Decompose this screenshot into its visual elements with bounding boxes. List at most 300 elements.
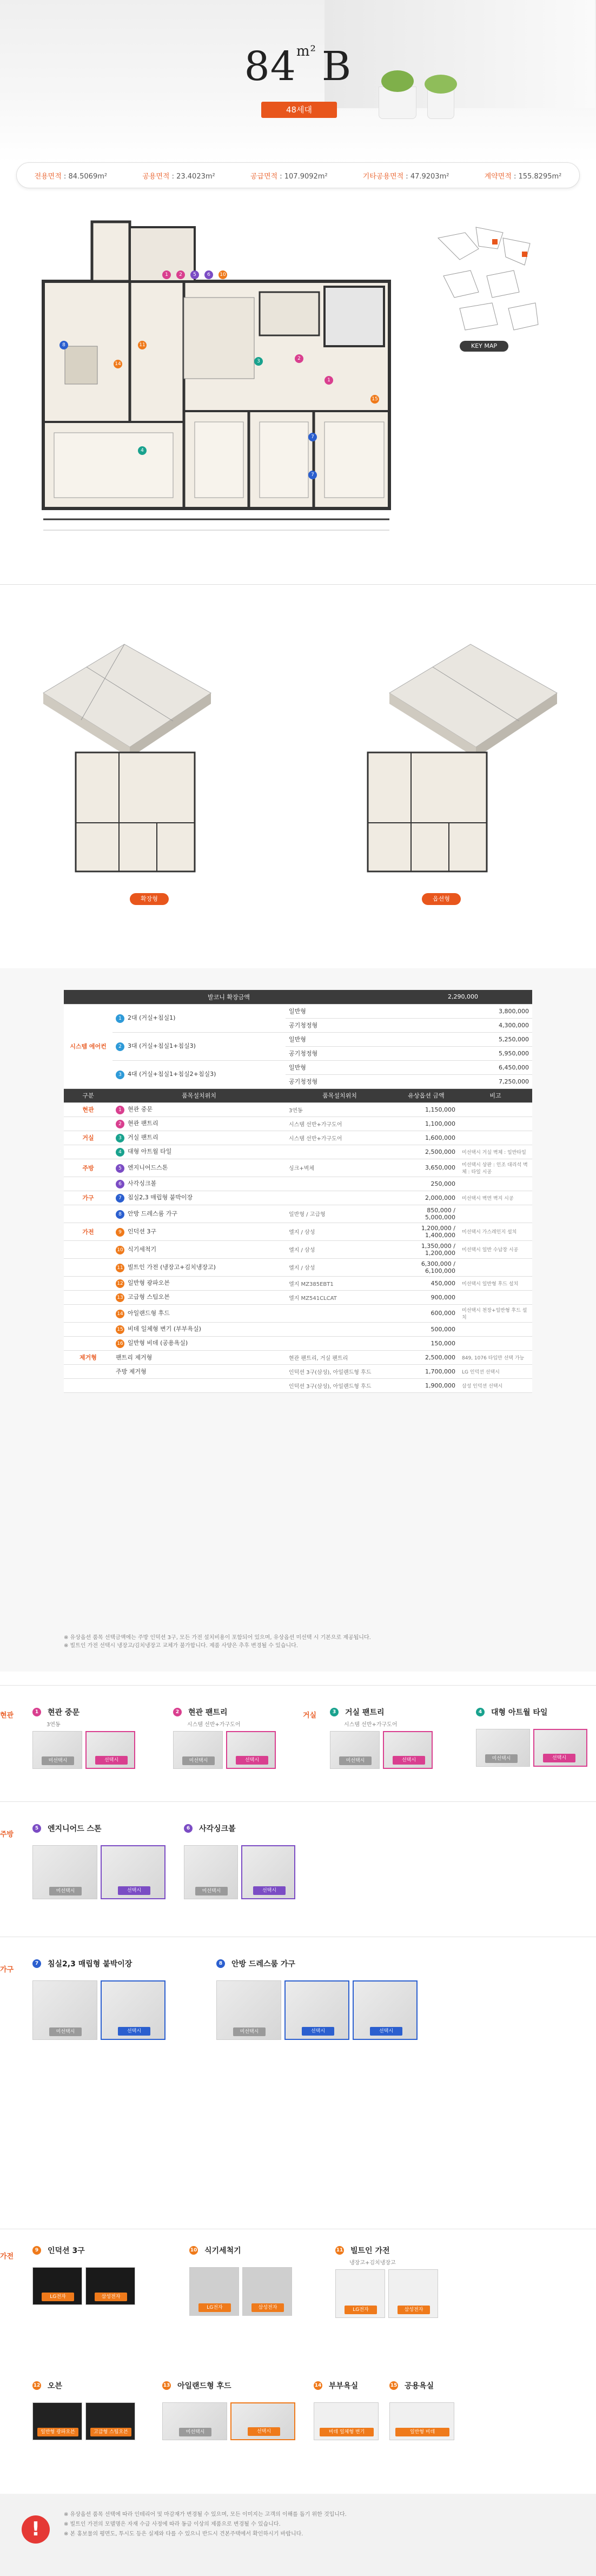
row-number: 13 — [116, 1293, 124, 1302]
ac-row — [64, 1060, 532, 1074]
option-number: 7 — [32, 1959, 41, 1968]
row-location — [286, 1191, 394, 1205]
ac-price: 3,800,000 — [394, 1004, 532, 1018]
row-item — [112, 1276, 286, 1290]
section-label-entry: 현관 — [0, 1712, 14, 1720]
row-price: 1,100,000 — [394, 1117, 459, 1131]
row-category — [64, 1240, 112, 1258]
option-sub — [176, 2393, 295, 2399]
option-photo-base — [32, 1845, 97, 1899]
row-item-label: 인덕션 3구 — [128, 1227, 156, 1235]
option-photo — [242, 2267, 292, 2316]
key-map — [427, 216, 541, 341]
marker: 1 — [325, 376, 333, 385]
small-plan-render — [65, 742, 260, 915]
option-number: 4 — [476, 1708, 485, 1716]
bidet-tag: 비데 일체형 변기 — [320, 2428, 374, 2436]
option-sub — [403, 2393, 454, 2399]
row-note — [459, 1102, 532, 1117]
row-location: 엘지 / 삼성 — [286, 1240, 394, 1258]
row-item-label: 안방 드레스룸 가구 — [128, 1210, 178, 1217]
option-number: 14 — [314, 2381, 322, 2390]
row-item-label: 빌트인 가전 (냉장고+김치냉장고) — [128, 1263, 216, 1271]
row-item — [112, 1364, 286, 1378]
tag-selected: 선택시 — [302, 2027, 334, 2036]
isometric-section — [0, 584, 596, 963]
row-item-label: 엔지니어드스톤 — [128, 1164, 168, 1171]
row-category: 거실 — [64, 1131, 112, 1145]
row-item — [112, 1350, 286, 1364]
option-sub — [47, 1836, 165, 1842]
option-row — [64, 1290, 532, 1304]
option-row — [64, 1336, 532, 1350]
option-photo-selected — [353, 1980, 418, 2040]
option-title: 빌트인 가전 — [350, 2247, 390, 2255]
option-card — [32, 1707, 135, 1769]
tag-selected: 선택시 — [248, 2427, 280, 2436]
marker: 7 — [308, 433, 317, 441]
row-note: 삼성 인덕션 선택시 — [459, 1378, 532, 1392]
option-card — [162, 2380, 295, 2440]
tag-base: 미선택시 — [42, 1756, 74, 1765]
tag-selected: 선택시 — [118, 2027, 150, 2036]
option-title: 아일랜드형 후드 — [177, 2382, 231, 2390]
option-photo-base — [476, 1729, 530, 1767]
row-location: 현관 팬트리, 거실 팬트리 — [286, 1350, 394, 1364]
option-number: 3 — [330, 1708, 339, 1716]
row-number: 7 — [116, 1194, 124, 1203]
ac-type: 공기청정형 — [286, 1018, 394, 1032]
ac-price: 5,250,000 — [394, 1032, 532, 1046]
option-sub: 시스템 선반+가구도어 — [344, 1722, 398, 1728]
ac-category: 시스템 에어컨 — [64, 1004, 112, 1088]
option-sub — [490, 1720, 587, 1726]
option-title: 현관 중문 — [48, 1708, 80, 1717]
option-row — [64, 1145, 532, 1159]
row-note — [459, 1117, 532, 1131]
row-price: 3,650,000 — [394, 1159, 459, 1177]
row-item-label: 아일랜드형 후드 — [128, 1309, 170, 1317]
row-note — [459, 1336, 532, 1350]
row-location: 엘지 MZ541CLCAT — [286, 1290, 394, 1304]
option-photo-base — [330, 1731, 380, 1769]
tag-selected: 선택시 — [370, 2027, 402, 2036]
tag-base: 미선택시 — [485, 1754, 518, 1763]
row-location — [286, 1304, 394, 1322]
row-location — [286, 1145, 394, 1159]
table-note: ※ 유상옵션 품목 선택금액에는 주방 인덕션 3구, 모든 가전 설치비용이 포함되어 있으며, 유상옵션 미선택 시 기본으로 제공됩니다. — [64, 1635, 371, 1641]
option-photo-selected — [101, 1980, 165, 2040]
option-title: 거실 팬트리 — [345, 1708, 385, 1717]
option-number: 5 — [32, 1824, 41, 1833]
option-title: 대형 아트월 타일 — [491, 1708, 548, 1717]
row-note — [459, 1131, 532, 1145]
option-row — [64, 1191, 532, 1205]
option-number: 10 — [189, 2246, 198, 2255]
option-row — [64, 1364, 532, 1378]
row-number: 2 — [116, 1120, 124, 1128]
ac-room-label: 4대 (거실+침실1+침실2+침실3) — [128, 1071, 216, 1078]
row-number: 16 — [116, 1339, 124, 1348]
row-category — [64, 1378, 112, 1392]
row-location — [286, 1336, 394, 1350]
ac-type: 일반형 — [286, 1032, 394, 1046]
row-number: 5 — [116, 1164, 124, 1173]
row-item-label: 침실2,3 매립형 붙박이장 — [128, 1194, 193, 1201]
option-row — [64, 1240, 532, 1258]
row-category — [64, 1322, 112, 1336]
option-title: 부부욕실 — [329, 2382, 359, 2390]
row-price: 1,150,000 — [394, 1102, 459, 1117]
row-category — [64, 1364, 112, 1378]
ac-type: 일반형 — [286, 1060, 394, 1074]
tag-selected: 선택시 — [118, 1886, 150, 1895]
alert-icon: ! — [22, 2515, 50, 2544]
option-sub: 시스템 선반+가구도어 — [187, 1722, 241, 1728]
option-row — [64, 1177, 532, 1191]
option-photo — [85, 2267, 135, 2305]
option-row — [64, 1322, 532, 1336]
option-card — [184, 1823, 295, 1899]
option-photo — [314, 2402, 379, 2440]
area-summary-bar — [16, 162, 580, 188]
tag-selected: 선택시 — [253, 1886, 286, 1895]
option-number: 13 — [162, 2381, 171, 2390]
row-item — [112, 1258, 286, 1276]
row-location: 엘지 MZ385EBT1 — [286, 1276, 394, 1290]
row-item-label: 대형 아트월 타일 — [128, 1148, 172, 1155]
option-photo-selected — [241, 1845, 295, 1899]
hero — [0, 0, 596, 162]
tag-base: 미선택시 — [233, 2027, 266, 2036]
row-number: 12 — [116, 1279, 124, 1288]
row-item — [112, 1145, 286, 1159]
tag-base: 미선택시 — [49, 2027, 82, 2036]
price-table-wrap — [64, 990, 532, 1393]
row-category — [64, 1205, 112, 1223]
row-price: 1,900,000 — [394, 1378, 459, 1392]
option-card — [476, 1707, 587, 1767]
option-title: 식기세척기 — [204, 2247, 241, 2255]
small-plan-render — [357, 742, 552, 915]
row-note — [459, 1177, 532, 1191]
option-row — [64, 1131, 532, 1145]
row-note: 미선택시 거실 벽체 : 일반타일 — [459, 1145, 532, 1159]
brand-tag: LG전자 — [198, 2303, 231, 2312]
row-note: 미선택시 일반형 후드 설치 — [459, 1276, 532, 1290]
oven-tag: 고급형 스팀오븐 — [90, 2428, 131, 2436]
ac-number: 3 — [116, 1071, 124, 1079]
option-sub — [47, 1971, 165, 1977]
balcony-price: 2,290,000 — [394, 990, 532, 1004]
row-category — [64, 1177, 112, 1191]
balcony-title: 발코니 확장금액 — [64, 990, 394, 1004]
brand-tag: LG전자 — [345, 2306, 377, 2314]
tag-base: 미선택시 — [339, 1756, 372, 1765]
col-price: 유상옵션 금액 — [394, 1088, 459, 1102]
row-price: 150,000 — [394, 1336, 459, 1350]
row-item — [112, 1117, 286, 1131]
col-location: 품목설치위치 — [286, 1088, 394, 1102]
area-item: 공급면적 : 107.9092m² — [250, 172, 328, 181]
row-price: 1,700,000 — [394, 1364, 459, 1378]
option-sub — [230, 1971, 418, 1977]
option-photo-selected — [85, 1731, 135, 1769]
row-note — [459, 1322, 532, 1336]
table-note: ※ 빌트인 가전 선택시 냉장고/김치냉장고 교체가 불가합니다. 제품 사양은 추후 변경될 수 있습니다. — [64, 1643, 298, 1649]
option-row — [64, 1205, 532, 1223]
row-number: 15 — [116, 1325, 124, 1334]
units-badge: 48세대 — [261, 102, 337, 118]
row-item — [112, 1131, 286, 1145]
ac-room-label: 2대 (거실+침실1) — [128, 1014, 176, 1021]
option-photo — [388, 2269, 438, 2318]
option-photo — [335, 2269, 385, 2318]
row-number: 11 — [116, 1264, 124, 1272]
row-location — [286, 1177, 394, 1191]
row-location: 엘지 / 삼성 — [286, 1223, 394, 1240]
ac-price: 4,300,000 — [394, 1018, 532, 1032]
option-photo-selected — [533, 1729, 587, 1767]
expanded-type-label: 확장형 — [130, 893, 169, 905]
option-sub: 3연동 — [47, 1722, 61, 1728]
option-photo — [32, 2402, 82, 2440]
marker: 10 — [218, 270, 227, 279]
row-note — [459, 1258, 532, 1276]
row-item — [112, 1322, 286, 1336]
row-number: 9 — [116, 1228, 124, 1237]
ac-price: 6,450,000 — [394, 1060, 532, 1074]
option-row — [64, 1378, 532, 1392]
option-row — [64, 1258, 532, 1276]
row-category — [64, 1117, 112, 1131]
row-number: 10 — [116, 1246, 124, 1254]
row-item — [112, 1304, 286, 1322]
ac-number: 1 — [116, 1014, 124, 1023]
option-photo-base — [184, 1845, 238, 1899]
row-category — [64, 1276, 112, 1290]
section-label-furniture: 가구 — [0, 1966, 14, 1974]
option-photo-selected — [101, 1845, 165, 1899]
marker: 1 — [162, 270, 171, 279]
option-row — [64, 1223, 532, 1240]
option-card — [32, 1823, 165, 1899]
row-note: 미선택시 일반 수납장 시공 — [459, 1240, 532, 1258]
tag-base: 미선택시 — [179, 2428, 211, 2436]
option-title: 현관 팬트리 — [188, 1708, 228, 1717]
brand-tag: 삼성전자 — [251, 2303, 284, 2312]
option-card — [173, 1707, 276, 1769]
floor-plan-section — [0, 195, 596, 584]
row-item-label: 현관 팬트리 — [128, 1120, 158, 1127]
row-number: 6 — [116, 1180, 124, 1188]
section-label-kitchen: 주방 — [0, 1831, 14, 1839]
footer — [0, 2494, 596, 2576]
oven-tag: 일반형 광파오븐 — [37, 2428, 78, 2436]
row-number: 14 — [116, 1310, 124, 1318]
option-photo-selected — [230, 2402, 295, 2440]
row-item — [112, 1177, 286, 1191]
row-item — [112, 1336, 286, 1350]
row-price: 1,200,000 / 1,400,000 — [394, 1223, 459, 1240]
row-price: 6,300,000 / 6,100,000 — [394, 1258, 459, 1276]
option-row — [64, 1159, 532, 1177]
plan-markers-top — [162, 270, 230, 279]
marker: 15 — [370, 395, 379, 404]
option-sub — [47, 2393, 135, 2399]
option-title: 사각싱크볼 — [199, 1825, 236, 1833]
row-note: LG 인덕션 선택시 — [459, 1364, 532, 1378]
footer-line: ※ 본 홍보물의 평면도, 투시도 등은 실제와 다를 수 있으니 반드시 견본주택에서 확인하시기 바랍니다. — [64, 2531, 303, 2537]
option-photo-base — [32, 1980, 97, 2040]
footer-line: ※ 빌트인 가전의 모델명은 자재 수급 사정에 따라 동급 이상의 제품으로 변경될 수 있습니다. — [64, 2521, 281, 2527]
option-title: 인덕션 3구 — [48, 2247, 85, 2255]
table-notes — [64, 1634, 532, 1650]
marker: 8 — [59, 341, 68, 349]
row-item — [112, 1240, 286, 1258]
footer-notes — [64, 2510, 551, 2539]
area-item: 공용면적 : 23.4023m² — [142, 172, 215, 181]
tag-base: 미선택시 — [195, 1887, 228, 1895]
option-card — [335, 2245, 438, 2318]
marker: 6 — [204, 270, 213, 279]
row-category: 현관 — [64, 1102, 112, 1117]
marker: 2 — [176, 270, 185, 279]
row-category: 주방 — [64, 1159, 112, 1177]
floor-plan — [22, 206, 411, 584]
row-item-label: 주방 제거형 — [116, 1368, 147, 1375]
option-number: 15 — [389, 2381, 398, 2390]
row-item-label: 현관 중문 — [128, 1106, 153, 1113]
row-note — [459, 1205, 532, 1223]
row-item — [112, 1191, 286, 1205]
brand-tag: 삼성전자 — [95, 2293, 127, 2301]
option-photo — [85, 2402, 135, 2440]
option-photo-base — [32, 1731, 82, 1769]
col-note: 비고 — [459, 1088, 532, 1102]
option-type-label: 옵션형 — [422, 893, 461, 905]
area-item: 기타공용면적 : 47.9203m² — [362, 172, 449, 181]
option-sub — [328, 2393, 379, 2399]
row-number: 1 — [116, 1106, 124, 1114]
row-category — [64, 1336, 112, 1350]
option-title: 오븐 — [48, 2382, 63, 2390]
price-table-section — [0, 968, 596, 1672]
ac-number: 2 — [116, 1042, 124, 1051]
row-category — [64, 1145, 112, 1159]
marker: 14 — [114, 360, 122, 368]
row-item — [112, 1205, 286, 1223]
marker: 11 — [138, 341, 147, 349]
option-number: 2 — [173, 1708, 182, 1716]
option-number: 11 — [335, 2246, 344, 2255]
price-table — [64, 990, 532, 1393]
tag-selected: 선택시 — [543, 1754, 575, 1762]
option-photo-selected — [383, 1731, 433, 1769]
row-category: 가구 — [64, 1191, 112, 1205]
option-card — [32, 2245, 135, 2305]
row-category: 제거형 — [64, 1350, 112, 1364]
ac-room — [112, 1060, 286, 1088]
ac-price: 7,250,000 — [394, 1074, 532, 1088]
tag-selected: 선택시 — [393, 1756, 425, 1765]
row-price: 500,000 — [394, 1322, 459, 1336]
option-number: 8 — [216, 1959, 225, 1968]
row-location: 3연동 — [286, 1102, 394, 1117]
option-sub — [47, 2258, 135, 2264]
row-location: 시스템 선반+가구도어 — [286, 1131, 394, 1145]
row-note: 미선택시 가스레인지 설치 — [459, 1223, 532, 1240]
row-item — [112, 1159, 286, 1177]
row-location: 인덕션 3구(삼성), 아일랜드형 후드 — [286, 1378, 394, 1392]
unit-type-title: $84^{m^2}$ B — [244, 43, 352, 90]
option-card — [330, 1707, 433, 1769]
row-category — [64, 1304, 112, 1322]
row-price: 600,000 — [394, 1304, 459, 1322]
section-label-living: 거실 — [303, 1712, 317, 1720]
row-price: 250,000 — [394, 1177, 459, 1191]
ac-room — [112, 1004, 286, 1032]
row-price: 2,500,000 — [394, 1350, 459, 1364]
key-map-label: KEY MAP — [460, 341, 508, 352]
row-location — [286, 1322, 394, 1336]
option-sub — [203, 2258, 292, 2264]
row-note: 미선택시 벽면 벽지 시공 — [459, 1191, 532, 1205]
option-card — [189, 2245, 292, 2316]
option-title: 안방 드레스룸 가구 — [231, 1960, 295, 1969]
marker: 5 — [190, 270, 199, 279]
row-item-label: 팬트리 제거형 — [116, 1354, 153, 1361]
row-item — [112, 1290, 286, 1304]
tag-base: 미선택시 — [49, 1887, 82, 1895]
option-card — [32, 2380, 135, 2440]
ac-room-label: 3대 (거실+침실1+침실3) — [128, 1042, 196, 1049]
ac-type: 일반형 — [286, 1004, 394, 1018]
option-title: 공용욕실 — [405, 2382, 434, 2390]
row-category — [64, 1290, 112, 1304]
option-photo — [389, 2402, 454, 2440]
row-location: 시스템 선반+가구도어 — [286, 1117, 394, 1131]
row-note: 849, 1076 타입만 선택 가능 — [459, 1350, 532, 1364]
row-price: 2,000,000 — [394, 1191, 459, 1205]
row-item — [112, 1378, 286, 1392]
row-item-label: 일반형 광파오븐 — [128, 1279, 170, 1286]
row-note: 미선택시 천장+일반형 후드 설치 — [459, 1304, 532, 1322]
option-title: 침실2,3 매립형 붙박이장 — [48, 1960, 133, 1969]
option-card — [32, 1958, 165, 2040]
ac-row — [64, 1004, 532, 1018]
marker: 7 — [308, 471, 317, 479]
option-number: 12 — [32, 2381, 41, 2390]
brand-tag: 삼성전자 — [398, 2306, 430, 2314]
row-price: 1,600,000 — [394, 1131, 459, 1145]
option-number: 6 — [184, 1824, 193, 1833]
row-item-label: 일반형 비데 (공용욕실) — [128, 1339, 188, 1346]
option-photo-selected — [284, 1980, 349, 2040]
section-label-appliance: 가전 — [0, 2253, 14, 2261]
option-row — [64, 1350, 532, 1364]
option-photo-selected — [226, 1731, 276, 1769]
option-photo-base — [162, 2402, 227, 2440]
row-item-label: 비데 일체형 변기 (부부욕실) — [128, 1325, 201, 1332]
row-item-label: 사각싱크볼 — [128, 1180, 157, 1187]
option-number: 9 — [32, 2246, 41, 2255]
footer-line: ※ 유상옵션 품목 선택에 따라 인테리어 및 마감재가 변경될 수 있으며, 모든 이미지는 고객의 이해를 돕기 위한 것입니다. — [64, 2512, 347, 2518]
option-photo — [32, 2267, 82, 2305]
row-price: 850,000 / 5,000,000 — [394, 1205, 459, 1223]
option-card — [314, 2380, 379, 2440]
row-note — [459, 1290, 532, 1304]
